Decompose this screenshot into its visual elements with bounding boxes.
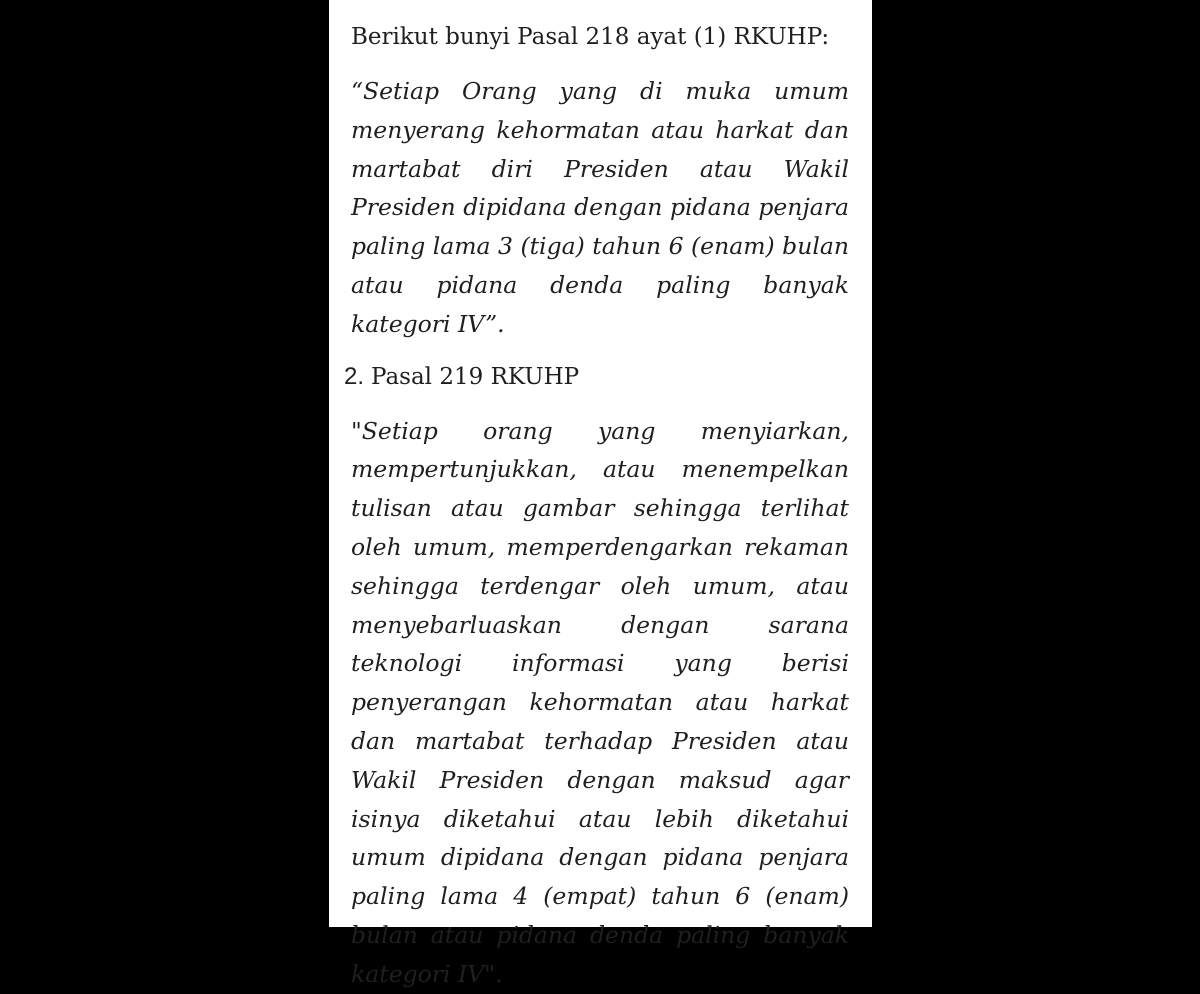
pasal-219-quote: "Setiap orang yang menyiarkan, mempertunjukkan, atau menempelkan tulisan atau gambar sehingga terlihat oleh umum, memperdengarkan rekaman sehingga terdengar oleh umum, atau menyebarluaskan dengan sarana teknologi informasi yang berisi penyerangan kehormatan atau harkat dan martabat terhadap Presiden atau Wakil Presiden dengan maksud agar isinya diketahui atau lebih diketahui umum dipidana dengan pidana penjara paling lama 4 (empat) tahun 6 (enam) bulan atau pidana denda paling banyak kategori IV". xyxy=(351,416,849,988)
section-heading-pasal-219 xyxy=(344,358,849,396)
intro-text: Berikut bunyi Pasal 218 ayat (1) RKUHP: xyxy=(351,24,830,50)
article-content xyxy=(344,18,849,994)
article-page xyxy=(329,0,872,988)
pasal-218-quote: “Setiap Orang yang di muka umum menyerang kehormatan atau harkat dan martabat diri Presiden atau Wakil Presiden dipidana dengan pidana penjara paling lama 3 (tiga) tahun 6 (enam) bulan atau pidana denda paling banyak kategori IV”. xyxy=(351,77,849,338)
section-title: Pasal 219 RKUHP xyxy=(371,363,580,390)
list-number: 2. xyxy=(344,362,365,390)
